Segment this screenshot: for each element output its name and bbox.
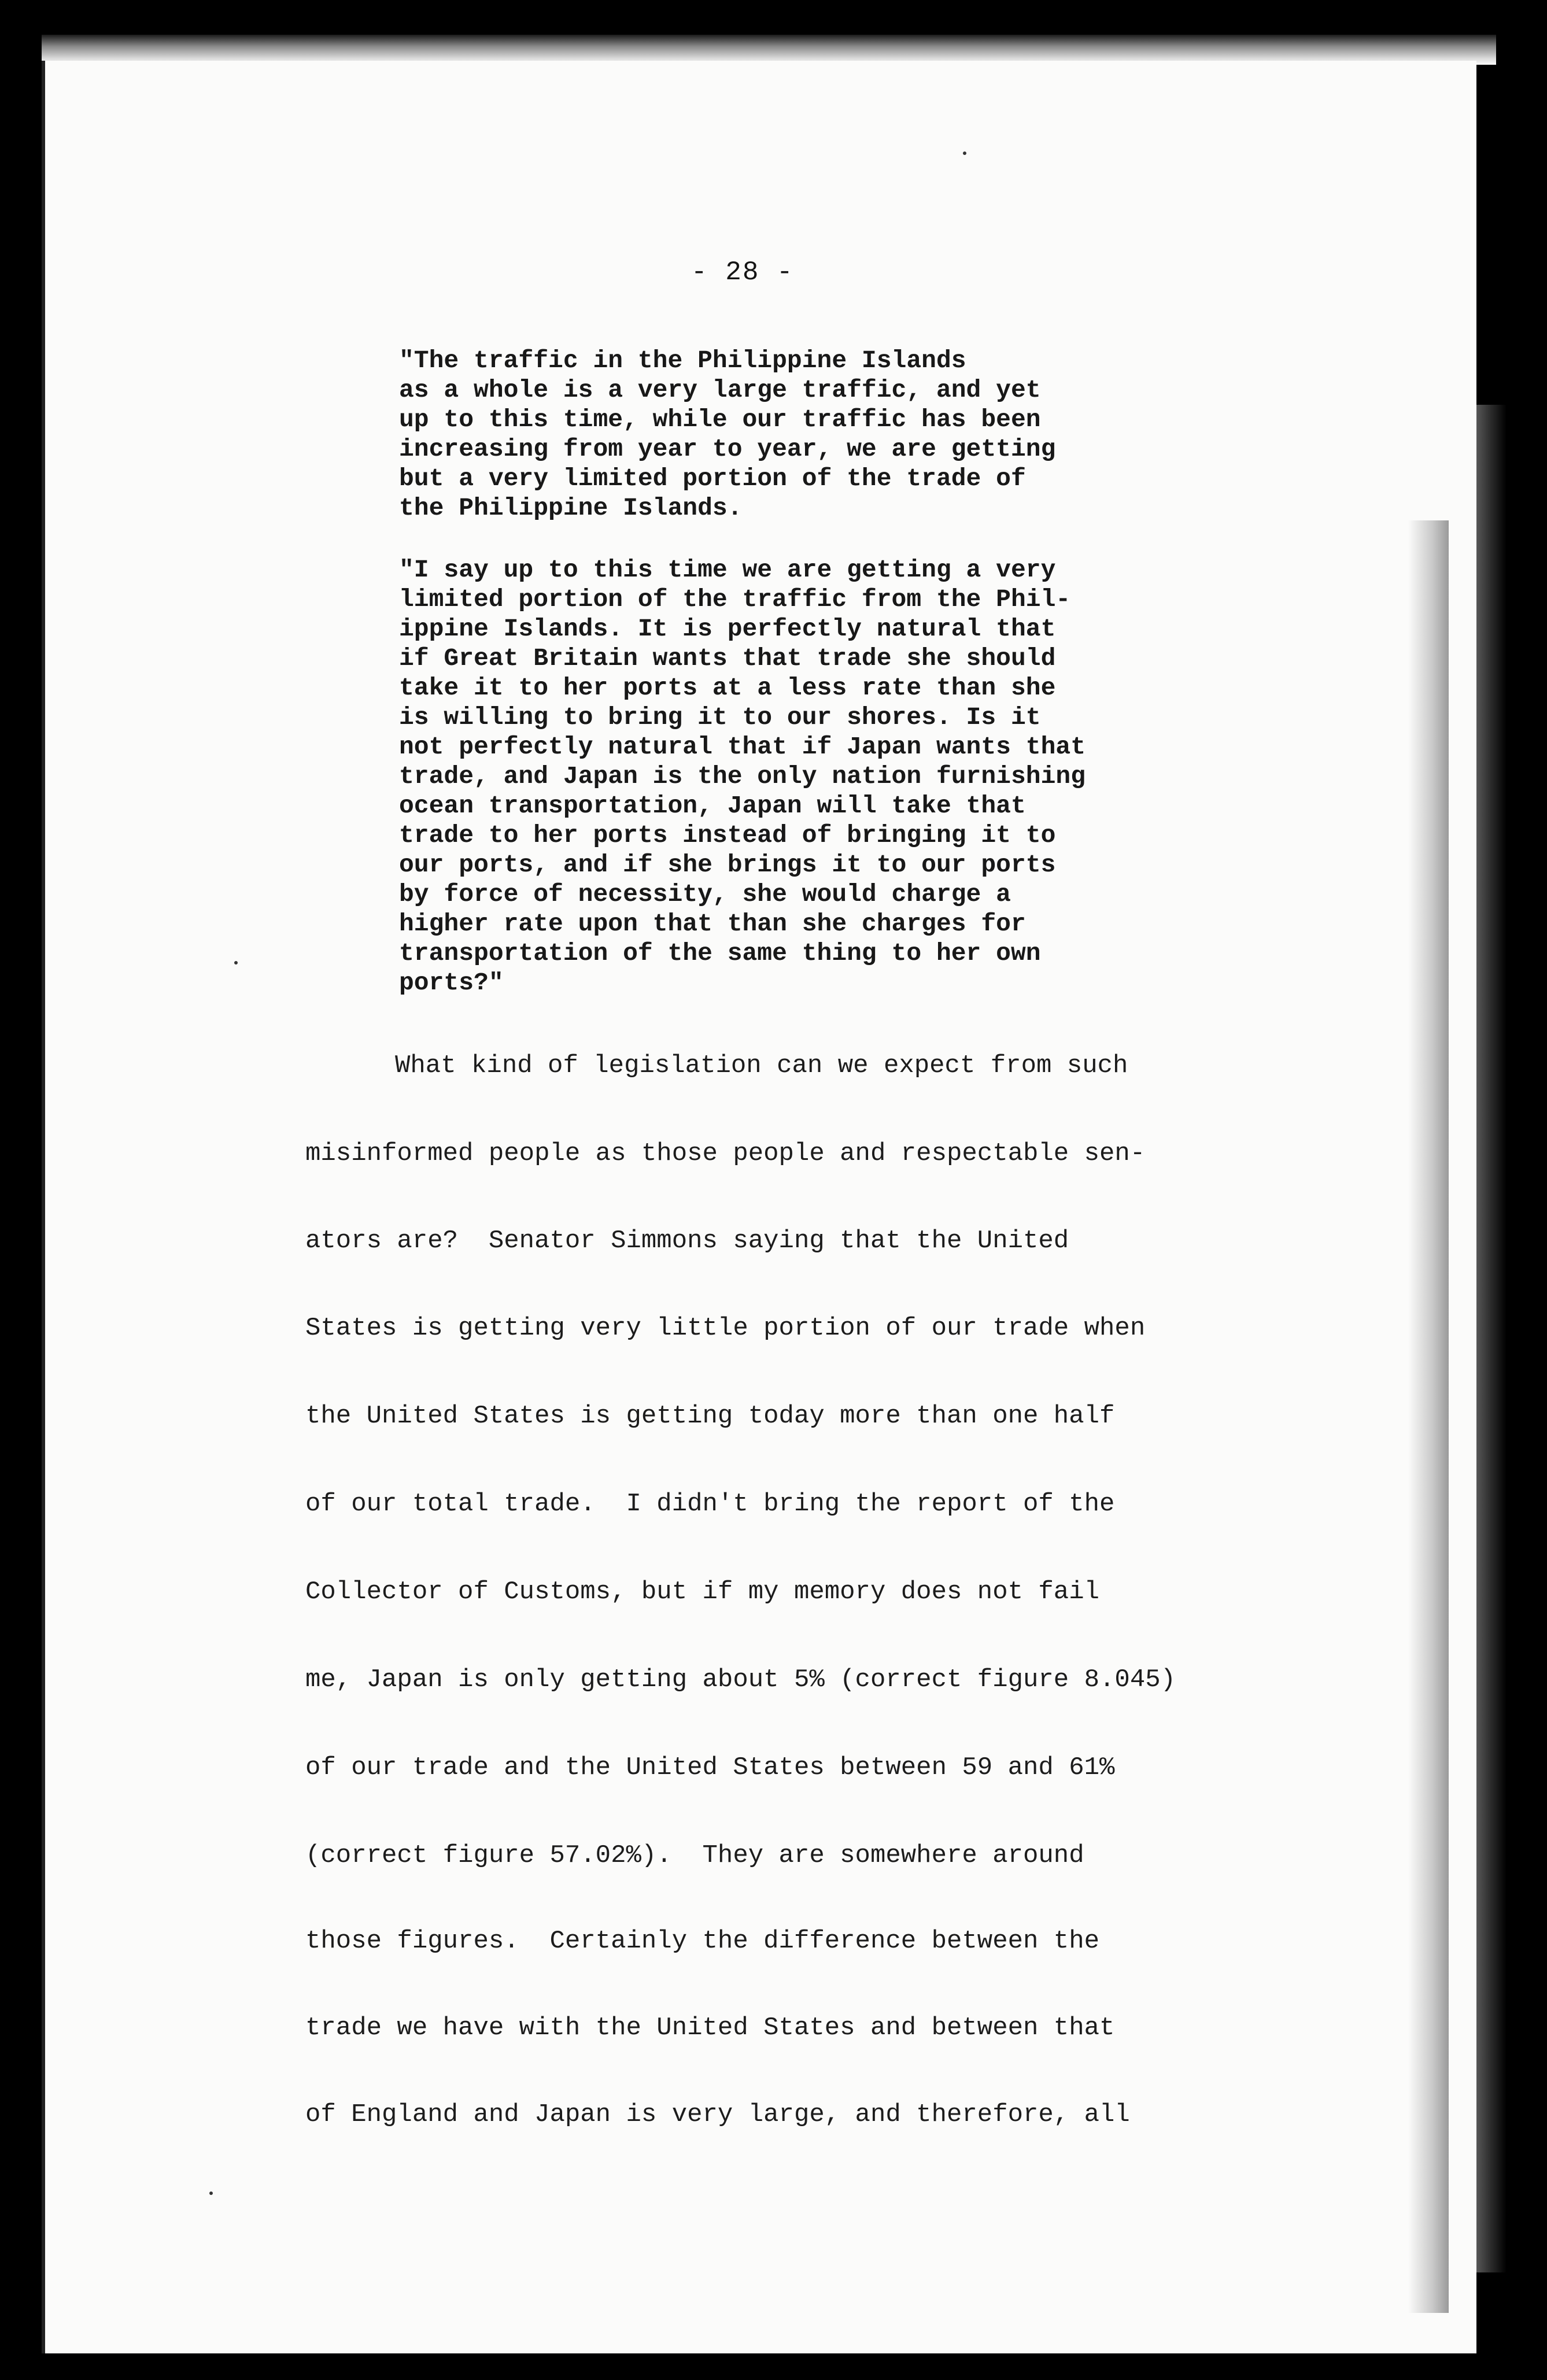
dust-speck [209,2191,213,2195]
body-line: the United States is getting today more than one half [305,1402,1115,1431]
body-line: of our total trade. I didn't bring the report of the [305,1490,1115,1518]
dust-speck [234,961,238,964]
body-line: (correct figure 57.02%). They are somewhere around [305,1841,1084,1870]
body-line: me, Japan is only getting about 5% (correct figure 8.045) [305,1665,1176,1694]
dust-speck [963,151,966,155]
body-line: What kind of legislation can we expect from such [395,1051,1128,1080]
body-line: trade we have with the United States and between that [305,2013,1115,2042]
body-line: misinformed people as those people and respectable sen- [305,1139,1146,1168]
body-line: those figures. Certainly the difference between the [305,1927,1100,1956]
quote-paragraph-2: "I say up to this time we are getting a very limited portion of the traffic from the Phil- ippine Islands. It is perfectly natural that if Great Britain wants that trade she should take it to her ports at a less rate than she is willing to bring it to our shores. Is it not perfectly natural that if Japan wants that trade, and Japan is the only nation furnishing ocean transportation, Japan will take that trade to her ports instead of bringing it to our ports, and if she brings it to our ports by force of necessity, she would charge a higher rate upon that than she charges for transportation of the same thing to her own ports?" [399,556,1086,997]
body-line: States is getting very little portion of our trade when [305,1314,1146,1343]
body-line: Collector of Customs, but if my memory does not fail [305,1577,1100,1606]
body-line: of our trade and the United States between 59 and 61% [305,1753,1115,1782]
page-curl [1408,520,1449,2313]
quote-paragraph-1: "The traffic in the Philippine Islands as a whole is a very large traffic, and yet up to this time, while our traffic has been increasing from year to year, we are getting but a very limited portion of the trade of the Philippine Islands. [399,346,1056,522]
body-line: ators are? Senator Simmons saying that the United [305,1226,1069,1255]
page-number: - 28 - [691,257,794,287]
body-line: of England and Japan is very large, and therefore, all [305,2100,1130,2129]
